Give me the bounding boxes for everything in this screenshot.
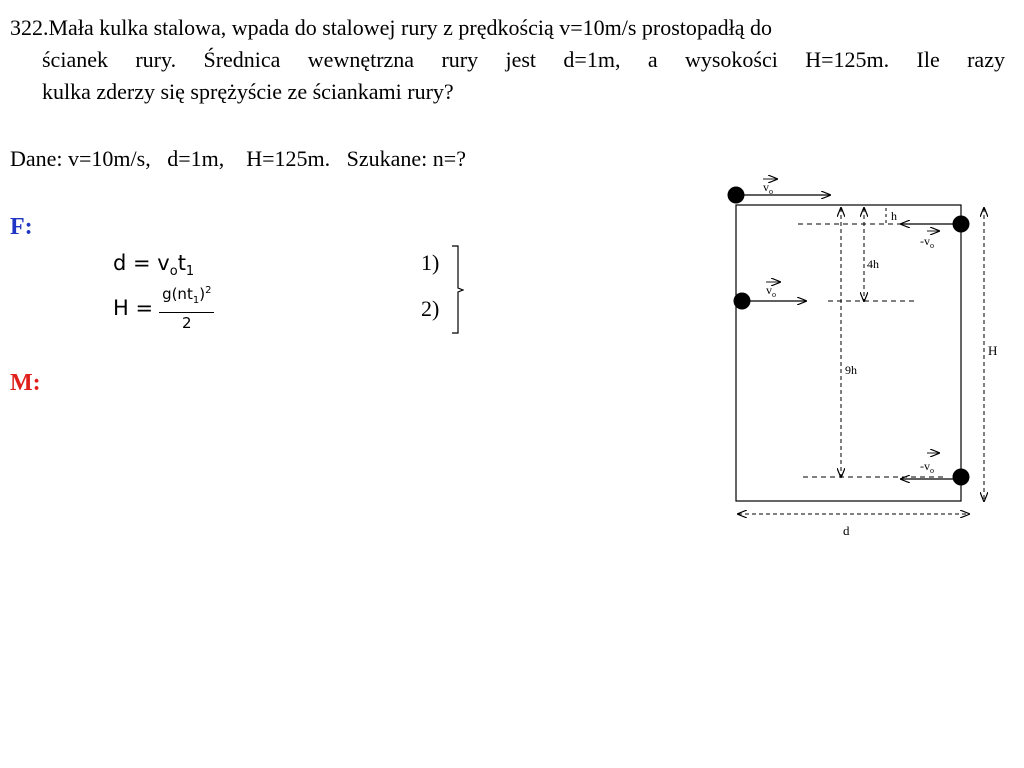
problem-line-2 — [10, 44, 1005, 76]
eq1-t: t — [177, 251, 186, 275]
equation-2 — [113, 282, 214, 333]
problem-word: H=125m. — [805, 47, 890, 72]
section-m-label: M: — [10, 370, 41, 396]
equation-number-2: 2) — [421, 296, 440, 321]
label-neg-v-upper: $-v_o$ — [920, 234, 934, 250]
problem-line-1: 322.Mała kulka stalowa, wpada do stalowej rury z prędkością v=10m/s prostopadłą do — [10, 15, 773, 40]
problem-word: rury — [441, 47, 479, 72]
equation-number-1: 1) — [421, 250, 440, 275]
equation-1 — [113, 251, 194, 279]
problem-word: razy — [967, 47, 1005, 72]
section-f-label: F: — [10, 214, 33, 240]
problem-line-3: kulka zderzy się sprężyście ze ściankami rury? — [42, 79, 454, 104]
pipe-outline — [736, 205, 961, 501]
problem-word: jest — [505, 47, 537, 72]
problem-word: Średnica — [203, 47, 281, 72]
pipe-diagram — [718, 168, 1018, 548]
eq2-fraction — [159, 282, 214, 333]
problem-word: a — [647, 47, 658, 72]
given-data: Dane: v=10m/s, d=1m, H=125m. Szukane: n=? — [10, 146, 466, 171]
ball-right-lower — [953, 469, 970, 486]
label-h: h — [891, 209, 897, 223]
eq1-text: d = v — [113, 251, 170, 275]
problem-statement — [10, 12, 1005, 108]
problem-word: wewnętrzna — [307, 47, 415, 72]
problem-word: Ile — [916, 47, 940, 72]
eq2-numerator: $g(nt_1)^2$ — [159, 282, 214, 313]
problem-word: rury. — [135, 47, 177, 72]
equation-system-bracket — [450, 244, 464, 336]
eq2-denominator: 2 — [181, 314, 192, 332]
eq2-lhs: H = — [113, 295, 154, 320]
eq1-sub-1: 1 — [185, 264, 195, 280]
label-d: d — [843, 523, 850, 538]
label-9h: 9h — [845, 363, 857, 377]
label-v-middle: $v_o$ — [766, 283, 776, 299]
problem-word: wysokości — [684, 47, 778, 72]
problem-word: ścianek — [42, 47, 108, 72]
label-neg-v-lower: $-v_o$ — [920, 459, 934, 475]
label-v-top: $v_o$ — [763, 180, 773, 196]
eq1-sub-o: o — [169, 264, 178, 280]
problem-word: d=1m, — [563, 47, 621, 72]
label-4h: 4h — [867, 257, 879, 271]
label-H: H — [988, 343, 998, 358]
